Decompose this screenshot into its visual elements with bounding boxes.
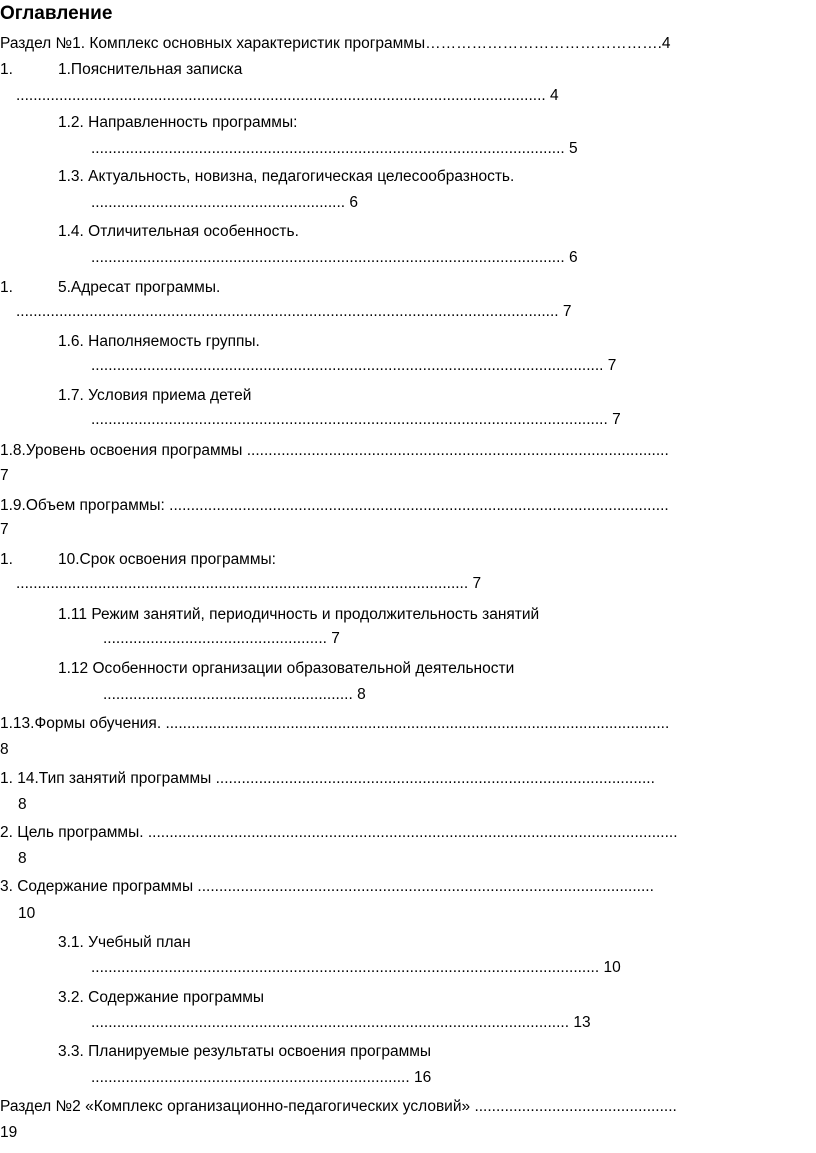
toc-item-1-9-page: 7: [0, 521, 9, 538]
dot-leader: .......................................................................................................................: [91, 357, 604, 374]
toc-item-1-2-label[interactable]: 1.2. Направленность программы:: [58, 114, 298, 131]
dot-leader: ....................................................................................................................: [169, 497, 669, 514]
toc-item-1-4-label[interactable]: 1.4. Отличительная особенность.: [58, 223, 299, 240]
toc-section-2-page: 19: [0, 1124, 18, 1141]
toc-item-1-7-label[interactable]: 1.7. Условия приема детей: [58, 387, 252, 404]
toc-item-1-6-leader: [91, 356, 616, 376]
toc-item-1-13-page: 8: [0, 741, 9, 758]
toc-item-2-label: 2. Цель программы.: [0, 824, 144, 841]
dot-leader: ....................................................: [103, 630, 327, 647]
toc-item-3-2-label[interactable]: 3.2. Содержание программы: [58, 989, 265, 1006]
toc-item-3-page: 10: [18, 905, 36, 922]
toc-item-1-8-row[interactable]: [0, 441, 669, 461]
dot-leader: ......................................................................................................: [215, 770, 655, 787]
dot-leader: ..........................................................................: [91, 1069, 410, 1086]
toc-item-2-page: 8: [18, 850, 27, 867]
dot-leader: ...........................................................: [91, 194, 346, 211]
dot-leader: ..............................................................................................................................: [16, 303, 559, 320]
dot-leader: ...........................................................................................................................: [16, 87, 546, 104]
toc-item-1-6-page: 7: [607, 357, 617, 374]
toc-item-1-10-label[interactable]: 10.Срок освоения программы:: [58, 551, 276, 568]
toc-item-1-14-row[interactable]: [0, 769, 655, 789]
toc-item-1-5-label[interactable]: 5.Адресат программы.: [58, 279, 221, 296]
toc-item-1-1-label[interactable]: 1.Пояснительная записка: [58, 61, 243, 78]
toc-item-1-3-leader: [91, 193, 358, 213]
toc-item-1-6-label[interactable]: 1.6. Наполняемость группы.: [58, 333, 260, 350]
toc-item-1-12-leader: [103, 685, 366, 705]
dot-leader: ...........................................................................................................................: [147, 824, 678, 841]
toc-item-3-3-leader: [91, 1068, 431, 1088]
toc-item-1-9-row[interactable]: [0, 496, 669, 516]
toc-item-1-9-label: 1.9.Объем программы:: [0, 497, 165, 514]
toc-item-3-1-page: 10: [603, 959, 621, 976]
toc-item-3-1-label[interactable]: 3.1. Учебный план: [58, 934, 191, 951]
toc-item-1-8-page: 7: [0, 467, 9, 484]
toc-item-1-2-leader: [91, 139, 578, 159]
toc-item-1-7-page: 7: [612, 411, 621, 428]
toc-item-1-13-label: 1.13.Формы обучения.: [0, 715, 162, 732]
toc-item-3-1-leader: [91, 958, 621, 978]
dot-leader: ..........................................................................................................: [197, 878, 654, 895]
dot-leader: ..........................................................: [103, 686, 353, 703]
toc-item-1-14-label: 1. 14.Тип занятий программы: [0, 770, 212, 787]
toc-item-1-1-number: 1.: [0, 61, 13, 78]
dot-leader: ..............................................................................................................: [91, 249, 565, 266]
toc-item-3-2-leader: [91, 1013, 591, 1033]
dot-leader: ......................................................................................................................: [91, 959, 600, 976]
toc-item-1-7-leader: [91, 410, 621, 430]
toc-item-1-10-leader: [16, 574, 481, 594]
toc-item-1-14-page: 8: [18, 796, 27, 813]
toc-item-1-4-page: 6: [569, 249, 578, 266]
dot-leader: ...............................................: [474, 1098, 677, 1115]
toc-item-2-row[interactable]: [0, 823, 678, 843]
toc-item-1-4-leader: [91, 248, 578, 268]
page-title: Оглавление: [0, 3, 113, 24]
dot-leader: ..............................................................................................................: [91, 140, 565, 157]
toc-item-3-3-label[interactable]: 3.3. Планируемые результаты освоения программы: [58, 1043, 432, 1060]
dot-leader: ..................................................................................................: [246, 442, 669, 459]
toc-item-1-5-number: 1.: [0, 279, 13, 296]
toc-item-1-3-page: 6: [349, 194, 359, 211]
toc-item-1-8-label: 1.8.Уровень освоения программы: [0, 442, 243, 459]
toc-item-3-label: 3. Содержание программы: [0, 878, 194, 895]
toc-item-1-12-page: 8: [357, 686, 366, 703]
toc-item-1-10-number: 1.: [0, 551, 13, 568]
toc-item-1-10-page: 7: [472, 575, 482, 592]
toc-item-1-11-page: 7: [331, 630, 340, 647]
toc-item-1-5-leader: [16, 302, 572, 322]
toc-item-1-5-page: 7: [562, 303, 572, 320]
dot-leader: ........................................................................................................................: [91, 411, 608, 428]
toc-item-3-3-page: 16: [414, 1069, 432, 1086]
dot-leader: ...............................................................................................................: [91, 1014, 570, 1031]
toc-section-2-label: Раздел №2 «Комплекс организационно-педагогических условий»: [0, 1098, 471, 1115]
toc-item-1-3-label[interactable]: 1.3. Актуальность, новизна, педагогическая целесообразность.: [58, 168, 515, 185]
toc-section-1[interactable]: Раздел №1. Комплекс основных характеристик программы……………………………………….4: [0, 35, 671, 52]
toc-item-1-13-row[interactable]: [0, 714, 669, 734]
toc-item-1-12-label[interactable]: 1.12 Особенности организации образовательной деятельности: [58, 660, 515, 677]
dot-leader: .........................................................................................................: [16, 575, 469, 592]
toc-section-2-row[interactable]: [0, 1097, 677, 1117]
toc-item-1-11-label[interactable]: 1.11 Режим занятий, периодичность и продолжительность занятий: [58, 606, 540, 623]
dot-leader: .....................................................................................................................: [165, 715, 670, 732]
toc-item-1-1-page: 4: [550, 87, 559, 104]
toc-item-3-row[interactable]: [0, 877, 654, 897]
toc-item-3-2-page: 13: [573, 1014, 591, 1031]
toc-item-1-1-leader: [16, 86, 559, 106]
toc-item-1-11-leader: [103, 629, 340, 649]
toc-item-1-2-page: 5: [569, 140, 578, 157]
